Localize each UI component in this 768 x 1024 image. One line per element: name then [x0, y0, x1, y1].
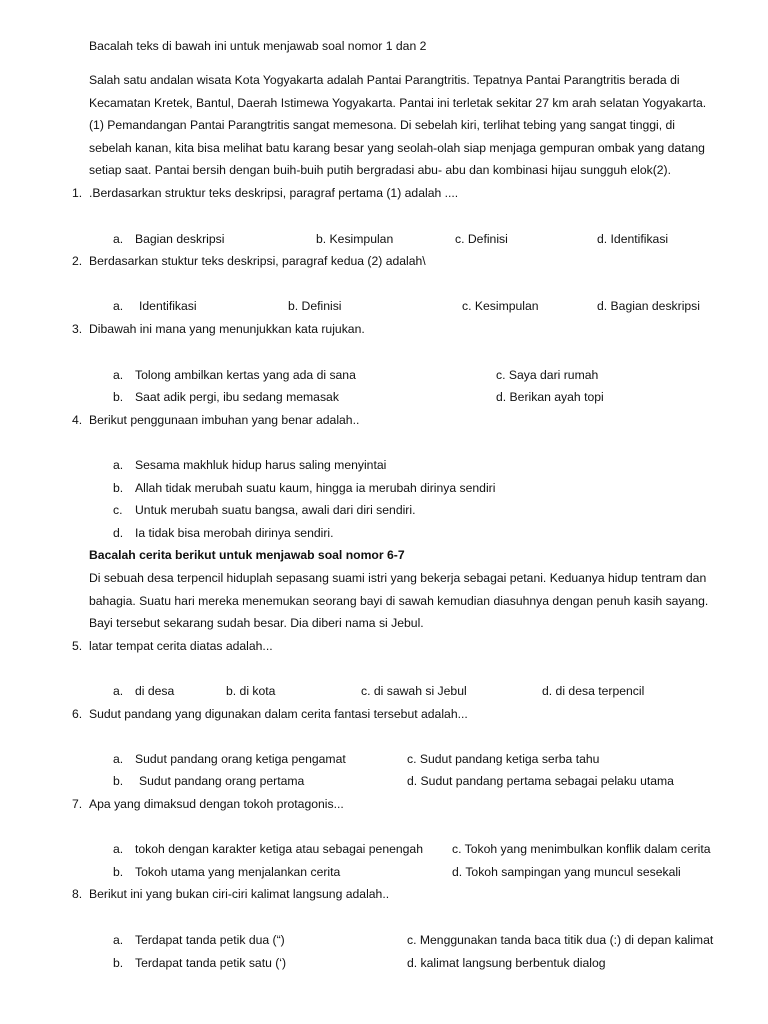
- question-number: 5.: [72, 639, 83, 653]
- option-text: d. Berikan ayah topi: [496, 390, 604, 404]
- option-text: d. Bagian deskripsi: [597, 299, 700, 313]
- option-label: a.: [113, 232, 124, 246]
- question-number: 4.: [72, 413, 83, 427]
- option-text: c. Saya dari rumah: [496, 368, 599, 382]
- option-text: Bagian deskripsi: [135, 232, 225, 246]
- option-text: Allah tidak merubah suatu kaum, hingga ia merubah dirinya sendiri: [135, 481, 496, 495]
- option-label: b.: [113, 865, 124, 879]
- option-label: a.: [113, 752, 124, 766]
- option-text: b. Definisi: [288, 299, 342, 313]
- option-text: Sudut pandang orang pertama: [139, 774, 305, 788]
- option-text: b. di kota: [226, 684, 276, 698]
- question-number: 7.: [72, 797, 83, 811]
- option-label: a.: [113, 368, 124, 382]
- option-text: Tolong ambilkan kertas yang ada di sana: [135, 368, 356, 382]
- option-text: Terdapat tanda petik dua (“): [135, 933, 285, 947]
- question-number: 8.: [72, 887, 83, 901]
- option-text: Untuk merubah suatu bangsa, awali dari diri sendiri.: [135, 503, 416, 517]
- option-label: a.: [113, 299, 124, 313]
- question-number: 2.: [72, 254, 83, 268]
- passage-line: setiap saat. Pantai bersih dengan buih-buih putih bergradasi abu- abu dan kombinasi hijau sungguh elok(2).: [89, 163, 672, 177]
- option-text: c. Tokoh yang menimbulkan konflik dalam cerita: [452, 842, 711, 856]
- passage-line: Kecamatan Kretek, Bantul, Daerah Istimewa Yogyakarta. Pantai ini terletak sekitar 27 km arah selatan Yogyakarta.: [89, 96, 707, 110]
- option-text: c. di sawah si Jebul: [361, 684, 467, 698]
- question-text: Sudut pandang yang digunakan dalam cerita fantasi tersebut adalah...: [89, 707, 468, 721]
- option-text: Identifikasi: [139, 299, 197, 313]
- passage-line: (1) Pemandangan Pantai Parangtritis sangat memesona. Di sebelah kiri, terlihat tebing yang sangat tinggi, di: [89, 118, 676, 132]
- option-label: a.: [113, 933, 124, 947]
- option-text: d. Sudut pandang pertama sebagai pelaku utama: [407, 774, 674, 788]
- option-text: c. Definisi: [455, 232, 508, 246]
- question-text: Berikut penggunaan imbuhan yang benar adalah..: [89, 413, 360, 427]
- option-text: Tokoh utama yang menjalankan cerita: [135, 865, 341, 879]
- option-text: Terdapat tanda petik satu (‘): [135, 956, 287, 970]
- option-label: b.: [113, 956, 124, 970]
- option-text: Sudut pandang orang ketiga pengamat: [135, 752, 346, 766]
- instruction-heading: Bacalah teks di bawah ini untuk menjawab soal nomor 1 dan 2: [89, 39, 427, 53]
- option-text: Saat adik pergi, ibu sedang memasak: [135, 390, 339, 404]
- story-heading: Bacalah cerita berikut untuk menjawab soal nomor 6-7: [89, 548, 405, 562]
- passage-line: sebelah kanan, kita bisa melihat batu karang besar yang seolah-olah siap menjaga gempuran ombak yang datang: [89, 141, 705, 155]
- question-number: 6.: [72, 707, 83, 721]
- question-number: 3.: [72, 322, 83, 336]
- passage-line: Salah satu andalan wisata Kota Yogyakarta adalah Pantai Parangtritis. Tepatnya Pantai Parangtritis berada di: [89, 73, 680, 87]
- option-label: d.: [113, 526, 124, 540]
- question-text: Berdasarkan stuktur teks deskripsi, paragraf kedua (2) adalah\: [89, 254, 426, 268]
- option-text: d. di desa terpencil: [542, 684, 645, 698]
- option-text: c. Kesimpulan: [462, 299, 539, 313]
- question-number: 1.: [72, 186, 83, 200]
- option-text: Ia tidak bisa merobah dirinya sendiri.: [135, 526, 334, 540]
- option-text: tokoh dengan karakter ketiga atau sebagai penengah: [135, 842, 423, 856]
- question-text: latar tempat cerita diatas adalah...: [89, 639, 273, 653]
- option-label: c.: [113, 503, 123, 517]
- option-label: b.: [113, 481, 124, 495]
- question-text: Berikut ini yang bukan ciri-ciri kalimat langsung adalah..: [89, 887, 390, 901]
- passage-line: bahagia. Suatu hari mereka menemukan seorang bayi di sawah kemudian diasuhnya dengan penuh kasih sayang.: [89, 594, 709, 608]
- option-label: a.: [113, 458, 124, 472]
- option-label: a.: [113, 842, 124, 856]
- option-text: d. Identifikasi: [597, 232, 669, 246]
- option-text: d. Tokoh sampingan yang muncul sesekali: [452, 865, 681, 879]
- option-text: d. kalimat langsung berbentuk dialog: [407, 956, 606, 970]
- question-text: Dibawah ini mana yang menunjukkan kata rujukan.: [89, 322, 365, 336]
- option-label: b.: [113, 774, 124, 788]
- passage-line: Bayi tersebut sekarang sudah besar. Dia diberi nama si Jebul.: [89, 616, 424, 630]
- option-text: c. Sudut pandang ketiga serba tahu: [407, 752, 600, 766]
- option-text: c. Menggunakan tanda baca titik dua (:) di depan kalimat: [407, 933, 714, 947]
- option-text: di desa: [135, 684, 175, 698]
- question-text: Apa yang dimaksud dengan tokoh protagonis...: [89, 797, 344, 811]
- option-label: b.: [113, 390, 124, 404]
- option-text: Sesama makhluk hidup harus saling menyintai: [135, 458, 387, 472]
- option-label: a.: [113, 684, 124, 698]
- passage-line: Di sebuah desa terpencil hiduplah sepasang suami istri yang bekerja sebagai petani. Keduanya hidup tentram dan: [89, 571, 707, 585]
- option-text: b. Kesimpulan: [316, 232, 394, 246]
- question-text: .Berdasarkan struktur teks deskripsi, paragraf pertama (1) adalah ....: [89, 186, 459, 200]
